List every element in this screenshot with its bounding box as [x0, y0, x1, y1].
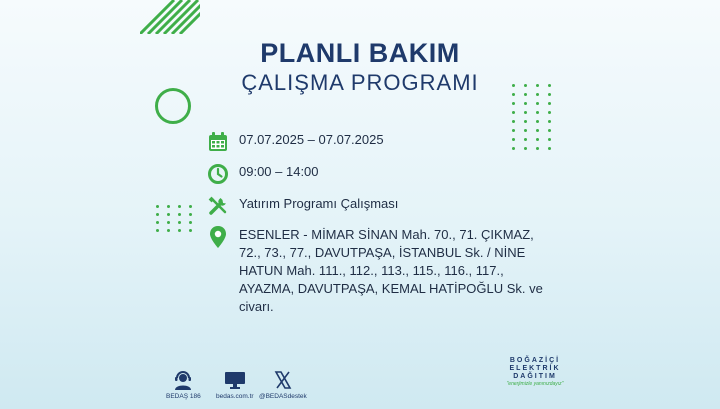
web-label: bedas.com.tr [216, 393, 254, 400]
phone-label: BEDAŞ 186 [166, 393, 201, 400]
logo-slogan: "enerjimizle yanınızdayız" [506, 381, 564, 387]
x-label: @BEDASdestek [259, 393, 307, 400]
x-contact [259, 370, 307, 400]
logo-line-2: ELEKTRİK [509, 365, 561, 372]
logo-line-3: DAĞITIM [513, 373, 557, 380]
date-range: 07.07.2025 – 07.07.2025 [239, 132, 384, 147]
page-subtitle: ÇALIŞMA PROGRAMI [241, 70, 479, 95]
calendar-icon [207, 131, 229, 153]
clock-icon [207, 163, 229, 185]
address-text: ESENLER - MİMAR SİNAN Mah. 70., 71. ÇIKMAZ, 72., 73., 77., DAVUTPAŞA, İSTANBUL Sk. / NİNE HATUN Mah. 111., 112., 113., 115., 116., 117., AYAZMA, DAVUTPAŞA, KEMAL HATİPOĞLU Sk. ve civarı. [239, 227, 543, 314]
monitor-icon [223, 370, 247, 390]
headset-icon [172, 370, 194, 390]
stripes-decoration [140, 0, 200, 34]
time-row [207, 163, 319, 185]
address-row [207, 226, 549, 316]
work-type: Yatırım Programı Çalışması [239, 196, 399, 211]
web-contact [216, 370, 254, 400]
dots-decoration-left [156, 205, 195, 232]
x-logo-icon [273, 370, 293, 390]
work-type-row [207, 195, 398, 217]
logo-line-1: BOĞAZİÇİ [509, 357, 561, 364]
phone-contact [166, 370, 201, 400]
time-range: 09:00 – 14:00 [239, 164, 319, 179]
page-title: PLANLI BAKIM [260, 38, 460, 68]
date-row [207, 131, 384, 153]
location-pin-icon [207, 226, 229, 248]
tools-icon [207, 195, 229, 217]
company-logo [505, 357, 565, 388]
